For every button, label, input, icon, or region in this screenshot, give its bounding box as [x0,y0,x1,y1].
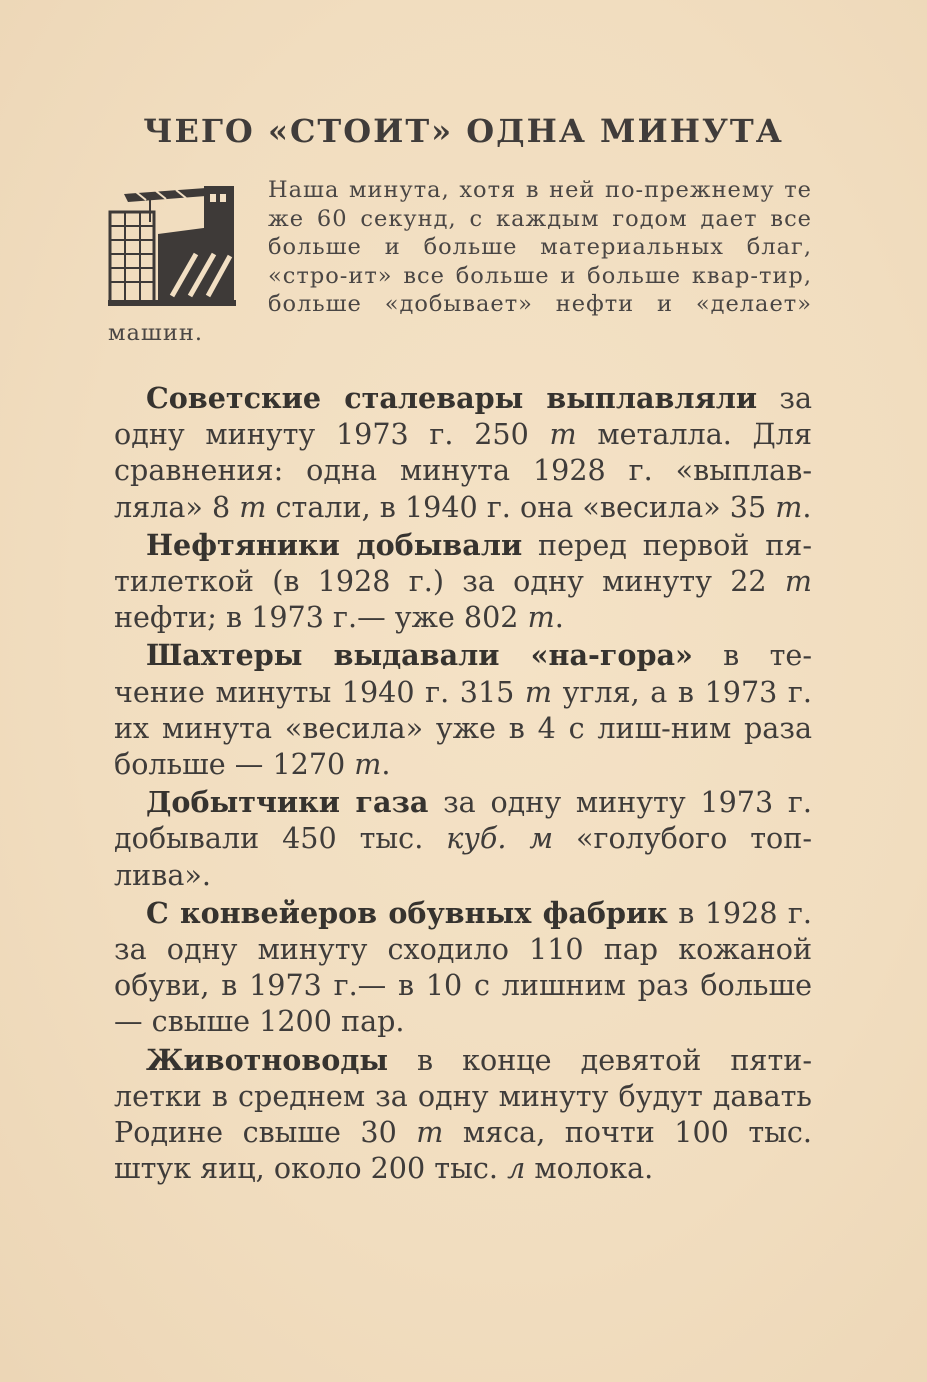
text-fragment: перед первой пя-тилеткой (в 1928 г.) за одну минуту 22 [114,527,812,599]
text-fragment: . [554,600,564,635]
text-fragment: за одну минуту 1973 г. добывали 450 тыс. [114,785,812,856]
text-fragment: за одну минуту 1973 г. 250 [114,381,812,452]
article-body [114,380,812,1188]
intro-paragraph [108,176,812,348]
lead-phrase: Добытчики газа [146,785,429,820]
paragraph-miners [114,637,812,782]
paragraph-steelworkers [114,380,812,525]
unit: т [524,674,553,709]
lead-phrase: Нефтяники добывали [146,527,523,562]
unit: т [416,1115,444,1150]
unit: куб. м [446,821,554,856]
unit: т [239,489,267,524]
unit: т [527,600,555,635]
text-fragment: . [381,747,391,782]
unit: т [354,747,382,782]
unit: т [784,564,812,599]
paragraph-oilworkers [114,527,812,636]
text-fragment: в те-чение минуты 1940 г. 315 [114,638,812,709]
text-fragment: нефти; в 1973 г.— уже 802 [114,600,528,635]
text-fragment: «голубого топ-лива». [114,821,812,892]
unit: т [549,417,577,452]
lead-phrase: С конвейеров обувных фабрик [146,895,668,930]
lead-phrase: Советские сталевары выплавляли [146,381,758,415]
lead-phrase: Шахтеры выдавали «на-гора» [146,638,693,673]
intro-text: Наша минута, хотя в ней по-прежнему те же 60 секунд, с каждым годом дает все больше и больше материальных благ, «стро-ит» все больше и больше квар-тир, больше «добывает» нефти и «делает» машин. [108,177,812,346]
paragraph-shoe-factories [114,895,812,1040]
text-fragment: металла. Для сравнения: одна минута 1928 г. «выплав-ляла» 8 [114,417,813,524]
lead-phrase: Животноводы [146,1042,389,1077]
paragraph-livestock [114,1042,812,1187]
unit: т [775,489,803,524]
unit: л [507,1151,526,1186]
text-fragment: в конце девятой пяти-летки в среднем за одну минуту будут давать Родине свыше 30 [114,1042,812,1150]
text-fragment: угля, а в 1973 г. их минута «весила» уже в 4 с лиш-ним раза больше — 1270 [114,674,813,782]
text-fragment: . [802,489,812,524]
text-fragment: молока. [525,1151,654,1186]
paragraph-gas-producers [114,784,812,893]
page-title: ЧЕГО «СТОИТ» ОДНА МИНУТА [143,112,784,150]
illustration-space [108,176,268,316]
text-fragment: стали, в 1940 г. она «весила» 35 [266,489,776,524]
text-fragment: мяса, почти 100 тыс. штук яиц, около 200 тыс. [114,1115,812,1186]
text-fragment: в 1928 г. за одну минуту сходило 110 пар кожаной обуви, в 1973 г.— в 10 с лишним раз больше — свыше 1200 пар. [114,895,812,1039]
